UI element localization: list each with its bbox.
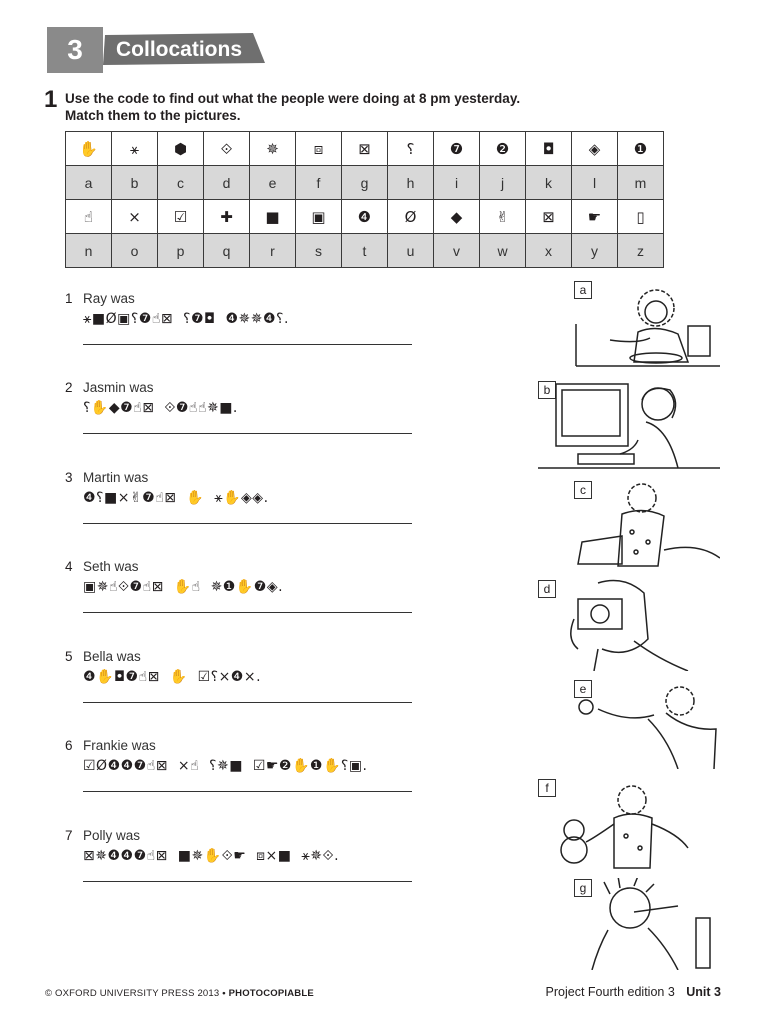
code-table [65, 131, 664, 268]
question-subject: Polly was [83, 828, 141, 843]
code-letter: h [388, 166, 434, 200]
code-letter: p [158, 234, 204, 268]
code-symbol: ■ [250, 200, 296, 234]
picture-f-teddy-bear-icon [538, 778, 720, 870]
question-subject: Seth was [83, 559, 139, 574]
picture-label-a: a [574, 281, 592, 299]
picture-label-b: b [538, 381, 556, 399]
question-number: 3 [65, 470, 73, 485]
code-symbol: ✚ [204, 200, 250, 234]
code-letter: t [342, 234, 388, 268]
symbol-row-1 [66, 132, 664, 166]
code-letter: y [572, 234, 618, 268]
code-symbol: × [112, 200, 158, 234]
answer-line[interactable] [83, 433, 412, 434]
letter-row-2 [66, 234, 664, 268]
code-symbol: ☝ [66, 200, 112, 234]
code-symbol: ⊠ [526, 200, 572, 234]
code-letter: v [434, 234, 480, 268]
page-title: Collocations [116, 38, 243, 61]
code-symbol: ❼ [434, 132, 480, 166]
unit-label: Unit 3 [686, 985, 721, 999]
footer-copyright [45, 988, 314, 999]
code-letter: s [296, 234, 342, 268]
code-letter: k [526, 166, 572, 200]
code-symbol: ✋ [66, 132, 112, 166]
code-symbol: ☑ [158, 200, 204, 234]
coded-sentence: ⊠✵❹❹❼☝⊠ ■✵✋⟐☛ ⧈×■ ⚹✵⟐. [83, 848, 340, 864]
answer-line[interactable] [83, 702, 412, 703]
answer-line[interactable] [83, 881, 412, 882]
answer-line[interactable] [83, 791, 412, 792]
code-symbol: ✵ [250, 132, 296, 166]
picture-label-f: f [538, 779, 556, 797]
code-letter: l [572, 166, 618, 200]
answer-line[interactable] [83, 344, 412, 345]
code-symbol: ⚹ [112, 132, 158, 166]
question-subject: Frankie was [83, 738, 156, 753]
code-letter: b [112, 166, 158, 200]
code-symbol: ▯ [618, 200, 664, 234]
code-letter: i [434, 166, 480, 200]
code-symbol: ⊠ [342, 132, 388, 166]
picture-label-d: d [538, 580, 556, 598]
code-letter: r [250, 234, 296, 268]
picture-e-throwing-ball-icon [538, 679, 720, 769]
question-number: 2 [65, 380, 73, 395]
copyright-text: © OXFORD UNIVERSITY PRESS 2013 [45, 988, 220, 999]
coded-sentence: ⚹■Ø▣⸮❼☝⊠ ⸮❼◘ ❹✵✵❹⸮. [83, 311, 289, 327]
question-number: 7 [65, 828, 73, 843]
picture-a-eating-icon [538, 282, 720, 368]
coded-sentence: ⸮✋◆❼☝⊠ ⟐❼☝☝✵■. [83, 400, 238, 416]
unit-number: 3 [67, 34, 83, 65]
code-symbol: ▣ [296, 200, 342, 234]
instruction-line-1: Use the code to find out what the people were doing at 8 pm yesterday. [65, 91, 521, 106]
code-letter: z [618, 234, 664, 268]
code-letter: f [296, 166, 342, 200]
question-subject: Ray was [83, 291, 135, 306]
code-symbol: ☛ [572, 200, 618, 234]
code-symbol: Ø [388, 200, 434, 234]
code-symbol: ◆ [434, 200, 480, 234]
letter-row-1 [66, 166, 664, 200]
code-symbol: ⬢ [158, 132, 204, 166]
code-symbol: ❹ [342, 200, 388, 234]
exercise-number: 1 [44, 86, 58, 113]
code-letter: d [204, 166, 250, 200]
code-letter: j [480, 166, 526, 200]
code-letter: n [66, 234, 112, 268]
picture-g-brushing-teeth-icon [538, 878, 720, 970]
code-letter: c [158, 166, 204, 200]
symbol-row-2 [66, 200, 664, 234]
code-letter: u [388, 234, 434, 268]
code-letter: o [112, 234, 158, 268]
picture-label-g: g [574, 879, 592, 897]
picture-d-camera-icon [538, 579, 720, 671]
code-letter: g [342, 166, 388, 200]
code-letter: q [204, 234, 250, 268]
question-subject: Jasmin was [83, 380, 154, 395]
exercise-instruction [65, 90, 625, 124]
code-symbol: ❷ [480, 132, 526, 166]
question-number: 1 [65, 291, 73, 306]
code-symbol: ◘ [526, 132, 572, 166]
footer-bullet: • [222, 988, 226, 999]
code-letter: w [480, 234, 526, 268]
code-symbol: ⟐ [204, 132, 250, 166]
question-subject: Martin was [83, 470, 149, 485]
answer-line[interactable] [83, 523, 412, 524]
code-letter: m [618, 166, 664, 200]
edition-text: Project Fourth edition 3 [545, 985, 675, 999]
code-letter: e [250, 166, 296, 200]
picture-label-e: e [574, 680, 592, 698]
coded-sentence: ❹✋◘❼☝⊠ ✋ ☑⸮×❹×. [83, 669, 262, 685]
instruction-line-2: Match them to the pictures. [65, 108, 241, 123]
code-letter: x [526, 234, 572, 268]
coded-sentence: ▣✵☝⟐❼☝⊠ ✋☝ ✵❶✋❼◈. [83, 579, 284, 595]
picture-c-sleeping-icon [538, 480, 720, 570]
question-number: 5 [65, 649, 73, 664]
code-symbol: ◈ [572, 132, 618, 166]
code-symbol: ⧈ [296, 132, 342, 166]
picture-label-c: c [574, 481, 592, 499]
coded-sentence: ☑Ø❹❹❼☝⊠ ×☝ ⸮✵■ ☑☛❷✋❶✋⸮▣. [83, 758, 368, 774]
answer-line[interactable] [83, 612, 412, 613]
code-symbol: ❶ [618, 132, 664, 166]
coded-sentence: ❹⸮■×✌❼☝⊠ ✋ ⚹✋◈◈. [83, 490, 269, 506]
question-number: 6 [65, 738, 73, 753]
question-number: 4 [65, 559, 73, 574]
footer-edition [546, 985, 721, 999]
picture-b-computer-icon [538, 380, 720, 470]
code-symbol: ✌ [480, 200, 526, 234]
photocopiable-label: PHOTOCOPIABLE [228, 988, 314, 999]
code-letter: a [66, 166, 112, 200]
question-subject: Bella was [83, 649, 141, 664]
code-symbol: ⸮ [388, 132, 434, 166]
